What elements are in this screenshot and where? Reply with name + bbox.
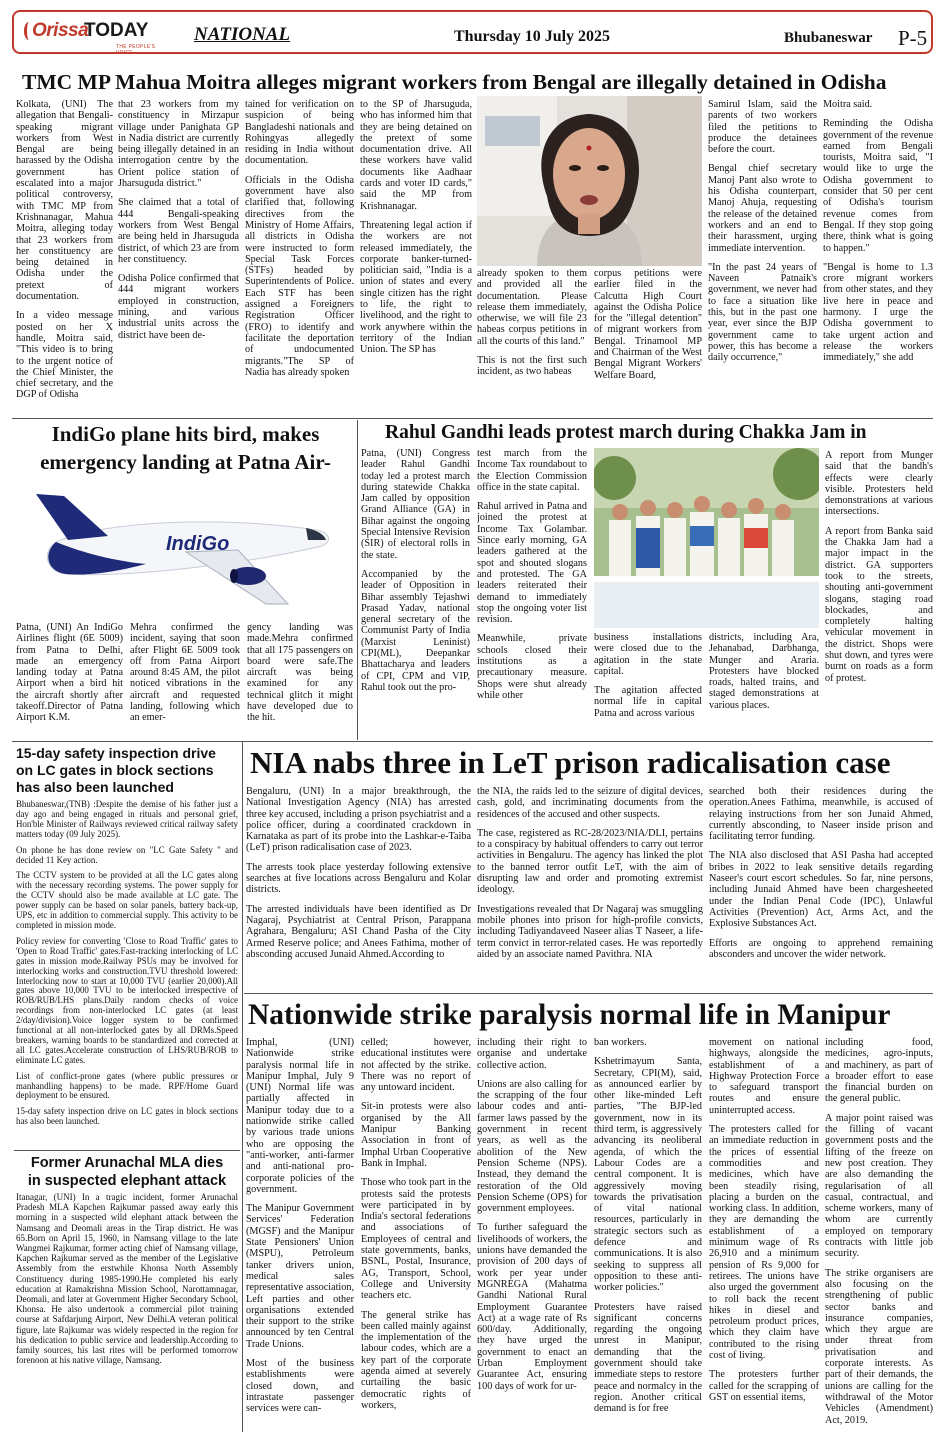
story1-column-8 [823,99,933,415]
issue-date: Thursday 10 July 2025 [454,28,611,45]
story1-column-5 [477,268,587,415]
paragraph: movement on national highways, alongside the establishment of a Highway Protection Force to safeguard transport routes and ensure uninterrupted access. [709,1037,819,1116]
paragraph: "Bengal is home to 1.3 crore migrant workers from other states, and they live here in peace and harmony. I urge the Odisha government to take urgent action and release the workers immediately," she add [823,261,933,364]
protest-march-photo [594,448,819,628]
story7-headline: Nationwide strike paralysis normal life in Manipur [248,999,891,1031]
story7-column-3 [477,1037,587,1433]
paragraph: Protesters have raised significant concerns regarding the ongoing unrest in Manipur, demanding that the government should take immediate steps to restore peace and normalcy in the region. Another critical demand is for free [594,1301,702,1415]
story6-headline: NIA nabs three in LeT prison radicalisation case [250,745,891,780]
paragraph: A major point raised was the filling of vacant government posts and the lifting of the freeze on new post creation. They are also demanding the regularisation of all casual, contractual, and scheme workers, many of whom are currently employed on temporary contracts with little job security. [825,1112,933,1260]
paragraph: To further safeguard the livelihoods of workers, the unions have demanded the provision of 200 days of work per year under MGNREGA (Mahatma Gandhi National Rural Employment Guarantee Act) at a wage rate of Rs 600/day. Additionally, they have urged the government to enact an Urban Employment Guarantee Act, ensuring 100 days of work for ur- [477,1222,587,1392]
paragraph: including their right to organise and undertake collective action. [477,1037,587,1071]
paragraph: Unions are also calling for the scrapping of the four labour codes and anti-farmer laws passed by the government in recent years, as well as the abolition of the New Pension Scheme (NPS). Instead, they demand the restoration of the Old Pension Scheme (OPS) for government employees. [477,1078,587,1215]
indigo-plane-photo [16,480,350,620]
paragraph: Rahul arrived in Patna and joined the protest at Income Tax Golambar. Since early morning, GA leaders gathered at the spot and shouted slogans and protested. The GA leaders reiterated their demand to immediately stop the ongoing voter list revision. [477,501,587,626]
section-divider [12,418,933,419]
masthead [12,10,933,54]
column-divider [357,420,358,740]
paragraph: On phone he has done review on "LC Gate Safety " and decided 11 Key action. [16,844,238,865]
story3-headline: Rahul Gandhi leads protest march during Chakka Jam in [385,422,867,443]
paragraph: searched both their residences during the operation.Anees Fathima, meanwhile, is accused of relaying instructions from her son Junaid Ahmed, currently absconding, to Naseer inside prison and facilitating terror funding. [709,786,933,843]
headline-line: in suspected elephant attack [27,1173,227,1189]
paragraph: Reminding the Odisha government of the revenue earned from Bengali tourists, Moitra said, "I would like to urge the Odisha government to consider that 50 per cent of Odisha's tourism revenue comes from Bengal. If they stop going there, think what is going to happen." [823,118,933,254]
headline-line: has also been launched [16,779,174,795]
section-divider [12,741,933,742]
headline-line: on LC gates in block sections [16,762,214,778]
logo-today: TODAY [84,20,149,41]
paragraph: Bengal chief secretary Manoj Pant also wrote to his Odisha counterpart, Manoj Ahuja, requesting the release of the detained workers and an end to their harassment, urging immediate intervention. [708,163,817,254]
paragraph: business installations were closed due to the agitation in the state capital. [594,632,702,677]
story2-column-3 [247,622,353,740]
paragraph: Threatening legal action if the workers are not released immediately, the corporate banker-turned-politician said, "India is a union of states and every single citizen has the right to life, the right to livelihood, and the right to work anywhere within the territory of the Indian Union. The SP has [360,219,472,356]
paragraph: ban workers. [594,1037,647,1048]
paragraph: Odisha Police confirmed that 444 migrant workers employed in construction, mining, and various industrial units across the district have been de- [118,273,239,341]
paragraph: Those who took part in the protests said the protests were participated in by India's sectoral federations and associations of Employees of central and state governments, banks, BSNL, Postal, Insurance, AG, Transport, School, College and University teachers etc. [361,1177,471,1302]
paragraph: Investigations revealed that Dr Nagaraj was smuggling mobile phones into prison for high-profile convicts, including Tadiyandaveed Naseer alias T Naseer, a life-term convict in terror-related cases. He was reportedly aided by an associate named Pavithra. NIA [477,903,703,960]
paragraph: 15-day safety inspection drive on LC gates in block sections has also been launched. [16,1106,238,1127]
paragraph: Meanwhile, private schools closed their institutions as a precautionary measure. Shops were shut already while other [477,633,587,701]
paragraph: "In the past 24 years of Naveen Patnaik's government, we never had to face a situation like this, but in the past one year, ever since the BJP government came to power, this has become a daily occurrence," [708,261,817,364]
headline-line: Former Arunachal MLA dies [30,1155,224,1171]
section-label: NATIONAL [194,24,291,45]
story1-column-3 [245,99,354,415]
story5-headline [16,1154,238,1190]
headline-line: 15-day safety inspection drive [16,745,216,761]
column-divider [242,742,243,1432]
section-divider [244,993,933,994]
paragraph: She claimed that a total of 444 Bengali-speaking workers from West Bengal are being held in Jharsuguda district, of which 23 are from her constituency. [118,197,239,265]
story3-column-1 [361,448,470,740]
paragraph: Patna, (UNI) Congress leader Rahul Gandhi today led a protest march during statewide Chakka Jam called by opposition Grand Alliance (GA) in Bihar against the ongoing Special Intensive Revision (SIR) of electoral rolls in the state. [361,448,470,561]
page-number: P-5 [898,26,928,50]
paragraph: already spoken to them and provided all the documentation. Please release them immediately, otherwise, we will file 23 habeas corpus petitions in all the courts of this land." [477,268,587,347]
story2-headline [18,420,353,476]
paragraph: The Manipur Government Services' Federation (MGSF) and the Manipur State Pensioners' Union (MSPU), Petroleum tanker drivers union, medical sales representative association, Left parties and other organisations extended their support to the strike announced by ten Central Trade Unions. [246,1203,354,1350]
paragraph: tained for verification on suspicion of being Bangladeshi nationals and Rohingyas allegedly residing in India without documentation. [245,99,354,167]
story4-body [16,800,238,1148]
story3-column-4 [709,632,819,740]
newspaper-logo[interactable] [22,16,162,56]
paragraph: The protesters further called for the scrapping of GST on essential items, [709,1369,819,1403]
story1-column-1 [16,99,113,415]
paragraph: A report from Banka said the Chakka Jam had a major impact in the district. GA supporters took to the streets, shouting anti-government slogans, staging road blockades, and completely halting vehicular movement in the district. Shops were shut down, and tyres were burnt on roads as a form of protest. [825,525,933,684]
paragraph: Kolkata, (UNI) The allegation that Bengali-speaking migrant workers from West Bengal are being harassed by the Odisha government has escalated into a major political controversy, with TMC MP from Krishnanagar, Mahua Moitra, alleging today that 23 workers from her constituency are being detained in Odisha under the pretext of documentation. [16,99,113,303]
headline-line: emergency landing at Patna Air- [40,450,331,474]
story7-column-4 [594,1037,702,1433]
story3-column-5 [825,450,933,740]
paragraph: Imphal, (UNI) Nationwide strike paralysis normal life in Manipur Imphal, July 9 (UNI) Normal life was partially affected in Manipur today due to a nationwide strike called by various trade unions who are opposing the "anti-worker, anti-farmer and anti-national pro-corporate policies of the government. [246,1037,354,1195]
paragraph: Moitra said. [823,99,873,110]
paragraph: The general strike has been called mainly against the implementation of the labour codes, which are a key part of the corporate agenda aimed at severely curtailing the basic democratic rights of workers, [361,1309,471,1411]
story6-column-3 [709,786,933,990]
paragraph: Samirul Islam, said the parents of two workers filed the petitions to produce the detainees before the court. [708,99,817,156]
paragraph: Efforts are ongoing to apprehend remaining absconders and uncover the wider network. [709,937,933,960]
story7-column-1 [246,1037,354,1433]
story2-column-1 [16,622,123,740]
story1-column-2 [118,99,239,415]
paragraph: Bhubaneswar,(TNB) :Despite the demise of his father just a day ago and being engaged in rituals and personal grief, Hon'ble Minister of Railways reviewed critical railway safety matters today (09 July 2025). [16,800,238,839]
story5-body [16,1192,238,1432]
paragraph: Itanagar, (UNI) In a tragic incident, former Arunachal Pradesh MLA Kapchen Rajkumar passed away early this morning in a suspected wild elephant attack between the Namsang and Deomali areas in the Tirap district. He was 65.Born on April 15, 1960, in Namsang village to the late Wangmei Rajkumar, former acting chief of Namsang village, Kapchen Rajkumar served as the member of the Legislative Assembly from the erstwhile Khonsa North Assembly Constituency during 1985-1990.He completed his early education at Ramakrishna Mission School, Narottamnagar, Deomali, and later at Government Higher Secondary School, Khonsa. He also undertook a commercial pilot training course at Safdarjung Airport, New Delhi.A veteran political figure, late Rajkumar was widely respected in the region for his dedication to public service and leadership.According to family sources, his last rites will be performed tomorrow forenoon at his native village, Namsang. [16,1192,238,1366]
story1-column-4 [360,99,472,415]
paragraph: In a video message posted on her X handle, Moitra said, "This video is to bring to the urgent notice of the Chief Minister, the chief secretary, and the DGP of Odisha [16,310,113,401]
paragraph: The arrested individuals have been identified as Dr Nagaraj, Psychiatrist at Central Prison, Parappana Agrahara, Bengaluru; ASI Chand Pasha of the City Armed Reserve police; and Anees Fathima, mother of absconding accused Junaid Ahmed.According to [246,903,471,960]
paragraph: Bengaluru, (UNI) In a major breakthrough, the National Investigation Agency (NIA) has arrested three key accused, including a prison psychiatrist and a police officer, during a coordinated crackdown in Karnataka as part of its probe into the Lashkar-e-Taiba (LeT) prison radicalisation case of 2023. [246,786,471,854]
paragraph: List of conflict-prone gates (where public pressures or manhandling happens) to be made. RPF/Home Guard deployment to be ensured. [16,1070,238,1101]
paragraph: including food, medicines, agro-inputs, and machinery, as part of a broader effort to ease the financial burden on the general public. [825,1037,933,1105]
paragraph: The arrests took place yesterday following extensive searches at five locations across Bengaluru and Kolar districts. [246,861,471,896]
paragraph: Most of the business establishments were closed down, and intrastate passenger services were can- [246,1358,354,1415]
paragraph: The strike organisers are also focusing on the strengthening of public sector banks and insurance companies, which they argue are under threat from privatisation and corporate interests. As part of their demands, the unions are calling for the withdrawal of the Motor Vehicles (Amendment) Act, 2019. [825,1267,933,1426]
paragraph: Accompanied by the leader of Opposition in Bihar assembly Tejashwi Prasad Yadav, national general secretary of the Communist Party of India (Marxist Leninist) CPI(ML), Deepankar Bhattacharya and leaders of CPI, CPM and VIP, Rahul took out the pro- [361,568,470,693]
livery-text: IndiGo [166,533,230,555]
paragraph: the NIA, the raids led to the seizure of digital devices, cash, gold, and incriminating documents from the residences of the accused and other suspects. [477,786,703,820]
paragraph: The agitation affected normal life in capital Patna and across various [594,685,702,719]
mahua-moitra-photo [477,96,702,266]
paragraph: corpus petitions were earlier filed in the Calcutta High Court against the Odisha Police for the "illegal detention" of migrant workers from Bengal. Trinamool MP and Chairman of the West Bengal Migrant Workers' Welfare Board, [594,268,702,381]
paragraph: Kshetrimayum Santa, Secretary, CPI(M), said, as announced earlier by other like-minded Left parties, "The BJP-led government, now in its third term, is aggressively advancing its neoliberal agenda, of which the Labour Codes are a central component. It is aggressively moving towards the privatisation of vital national resources, particularly in strategic sectors such as defence and communications. It is also seeking to suppress all opposition to these anti-worker policies." [594,1056,702,1294]
paragraph: The CCTV system to be provided at all the LC gates along with the necessary recording systems. The power supply for the CCTV should also be made available at LC gate. The power supply can be based on solar panels, battery back-up, UPS, etc in addition to commercial supply. This activity to be completed in mission mode. [16,870,238,930]
paragraph: to the SP of Jharsuguda, who has informed him that they are being detained on the pretext of some documentation drive. All these workers have valid documents like Aadhaar cards and voter ID cards," said the MP from Krishnanagar. [360,99,472,212]
paragraph: celled; however, educational institutes were not affected by the strike. There was no report of any untoward incident. [361,1037,471,1094]
section-divider [14,1150,240,1151]
edition-city: Bhubaneswar [784,30,873,46]
story1-column-6 [594,268,702,415]
headline-line: IndiGo plane hits bird, makes [51,422,320,446]
protest-illustration [594,448,819,628]
story1-column-7 [708,99,817,415]
paragraph: that 23 workers from my constituency in Mirzapur village under Panighata GP in Nadia district are currently being illegally detained in an interrogation centre by the Orient police station of Jharsuguda district." [118,99,239,190]
paragraph: This is not the first such incident, as two habeas [477,355,587,378]
portrait-illustration [477,96,702,266]
paragraph: The NIA also disclosed that ASI Pasha had accepted bribes in 2022 to leak sensitive details regarding Naseer's court escort schedules. So far, nine persons, including Junaid Ahmed have been chargesheeted under the Indian Penal Code (IPC), Unlawful Activities (Prevention) Act, Arms Act, and the Explosive Substances Act. [709,850,933,930]
story3-column-2 [477,448,587,740]
story7-column-6 [825,1037,933,1433]
story1-headline: TMC MP Mahua Moitra alleges migrant workers from Bengal are illegally detained in Odisha [22,70,887,94]
story2-column-2 [130,622,240,740]
paragraph: The protesters called for an immediate reduction in the prices of essential commodities and medicines, which have been steadily rising, placing a burden on the working class. In addition, they are demanding the establishment of a minimum wage of Rs 26,910 and a minimum pension of Rs 9,000 for retirees. The unions have also urged the government to roll back the recent hikes in diesel and petroleum product prices, which they claim have contributed to the rising cost of living. [709,1124,819,1362]
logo-orissa: Orissa [32,20,89,41]
logo-tagline: THE PEOPLE'S VOICE [116,44,156,56]
paragraph: Officials in the Odisha government have also clarified that, following directives from the Ministry of Home Affairs, all districts in Odisha were instructed to form Special Task Forces (STFs) headed by Superintendents of Police. Each STF has been assigned a Foreigners Registration Officer (FRO) to identify and facilitate the deportation of undocumented migrants."The SP of Nadia has already spoken [245,174,354,378]
story7-column-2 [361,1037,471,1433]
plane-illustration [16,480,350,620]
paragraph: Mehra confirmed the incident, saying that soon after Flight 6E 5009 took off from Patna Airport around 8:45 AM, the pilot noticed vibrations in the aircraft and requested landing, following which an emer- [130,622,240,724]
story4-headline [16,745,238,796]
paragraph: Patna, (UNI) An IndiGo Airlines flight (6E 5009) from Patna to Delhi, made an emergency landing today at Patna Airport when a bird hit the aircraft shortly after takeoff.Director of Patna Airport K.M. [16,622,123,724]
paragraph: A report from Munger said that the bandh's effects were clearly visible. Protesters held demonstrations at various intersections. [825,450,933,518]
story6-column-1 [246,786,471,990]
paragraph: Policy review for converting 'Close to Road Traffic' gates to 'Open to Road Traffic' gates.Fast-tracking interlocking of LC gates in mission mode.Railway PSUs may be involved for interlocking works and construction.TVU threshold lowered: Interlocking now to start at 10,000 TVU (earlier 20,000).All gates above 10,000 TVU to be interlocked irrespective of ROB/RUB/LHS plans.Daily random checks of voice recordings from non-interlocked LC gates (at least 2/day/division).Voice logger system to be confirmed functional at all non-interlocked gates by all DRMs.Speed breakers, warning boards to be standardized and corrected at all LC gates.Accelerate construction of LHS/RUB/ROB to eliminate LC gates. [16,935,238,1065]
paragraph: districts, including Ara, Jehanabad, Darbhanga, Munger and Araria. Protesters have blocked roads, halted trains, and staged demonstrations at various places. [709,632,819,711]
paragraph: The case, registered as RC-28/2023/NIA/DLI, pertains to a conspiracy by habitual offenders to carry out terror activities in Bengaluru. The agency has linked the plot to the banned terror outfit LeT, with the aim of disrupting law and order and promoting extremist ideology. [477,827,703,896]
story6-column-2 [477,786,703,990]
story3-column-3 [594,632,702,740]
paragraph: test march from the Income Tax roundabout to the Election Commission office in the state capital. [477,448,587,493]
paragraph: Sit-in protests were also organised by the All Manipur Banking Association in front of Imphal Urban Cooperative Bank in Imphal. [361,1101,471,1169]
story7-column-5 [709,1037,819,1433]
paragraph: gency landing was made.Mehra confirmed that all 175 passengers on board were safe.The aircraft was being examined for any technical glitch it might have developed due to the hit. [247,622,353,724]
